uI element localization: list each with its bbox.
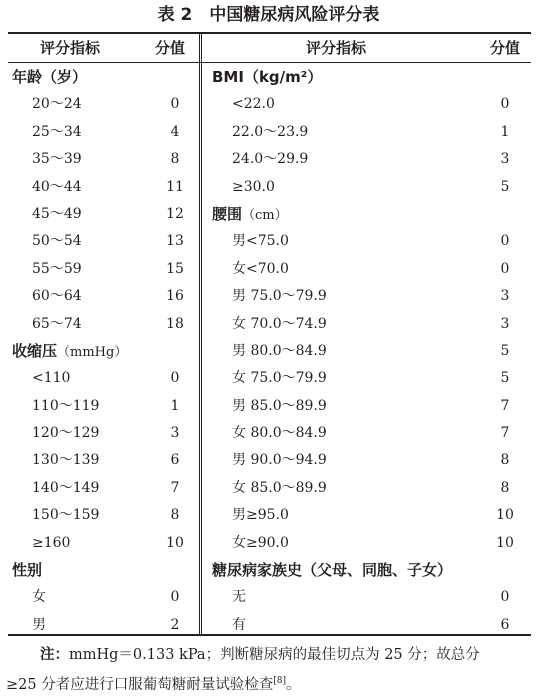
score-value: 3 bbox=[170, 425, 180, 442]
score-value: 15 bbox=[166, 260, 184, 277]
left-indicator-header: 评分指标 bbox=[40, 39, 101, 57]
indicator-label bbox=[32, 311, 82, 338]
label-text: <110 bbox=[32, 370, 71, 387]
indicator-label bbox=[32, 91, 82, 118]
score-value: 8 bbox=[500, 452, 510, 469]
indicator-label bbox=[32, 119, 82, 146]
score-value: 0 bbox=[170, 370, 180, 387]
indicator-label bbox=[232, 365, 327, 392]
label-text: 150～159 bbox=[32, 507, 100, 524]
score-value: 0 bbox=[170, 96, 180, 113]
score-value: 3 bbox=[500, 315, 510, 332]
indicator-label bbox=[32, 365, 70, 392]
left-score-header: 分值 bbox=[155, 39, 186, 57]
score-value: 1 bbox=[500, 123, 510, 140]
label-text: 女 85.0～89.9 bbox=[232, 479, 327, 496]
indicator-label bbox=[32, 146, 82, 173]
indicator-label bbox=[32, 393, 99, 420]
label-text: 45～49 bbox=[32, 205, 82, 222]
label-text: ≥160 bbox=[32, 534, 71, 551]
label-text: ≥30.0 bbox=[232, 178, 275, 195]
score-value: 3 bbox=[500, 151, 510, 168]
score-value: 16 bbox=[166, 288, 184, 305]
label-text: 男 85.0～89.9 bbox=[232, 397, 327, 414]
label-text: 男 80.0～84.9 bbox=[232, 342, 327, 359]
indicator-label bbox=[32, 256, 82, 283]
indicator-label bbox=[232, 146, 308, 173]
table-title: 表 2 中国糖尿病风险评分表 bbox=[157, 5, 380, 25]
label-text: 女≥90.0 bbox=[232, 534, 289, 551]
label-text: 男 90.0～94.9 bbox=[232, 452, 327, 469]
score-value: 12 bbox=[166, 205, 184, 222]
indicator-label bbox=[232, 420, 327, 447]
indicator-label bbox=[232, 283, 327, 310]
indicator-label bbox=[32, 502, 99, 529]
score-value: 0 bbox=[500, 233, 510, 250]
label-text: 55～59 bbox=[32, 260, 82, 277]
score-value: 3 bbox=[500, 288, 510, 305]
score-value: 10 bbox=[496, 534, 514, 551]
label-text: 糖尿病家族史（父母、同胞、子女） bbox=[212, 561, 453, 580]
indicator-label bbox=[232, 91, 275, 118]
indicator-label bbox=[232, 393, 327, 420]
label-text: 女 80.0～84.9 bbox=[232, 425, 327, 442]
label-text: 20～24 bbox=[32, 96, 82, 113]
section-label bbox=[12, 64, 87, 91]
indicator-label bbox=[32, 612, 46, 639]
label-text: 女 75.0～79.9 bbox=[232, 370, 327, 387]
score-value: 0 bbox=[500, 260, 510, 277]
label-text: 130～139 bbox=[32, 452, 100, 469]
label-text: 60～64 bbox=[32, 288, 82, 305]
label-text: 男 bbox=[32, 616, 46, 633]
indicator-label bbox=[232, 612, 246, 639]
label-text: 女 70.0～74.9 bbox=[232, 315, 327, 332]
indicator-label bbox=[32, 447, 99, 474]
score-value: 5 bbox=[500, 370, 510, 387]
score-value: 8 bbox=[170, 151, 180, 168]
label-text: 腰围 bbox=[212, 204, 243, 223]
note-line1: mmHg＝0.133 kPa；判断糖尿病的最佳切点为 25 分；故总分 bbox=[69, 647, 480, 663]
label-text: 女<70.0 bbox=[232, 260, 289, 277]
score-value: 1 bbox=[170, 397, 180, 414]
score-value: 13 bbox=[166, 233, 184, 250]
indicator-label bbox=[232, 174, 275, 201]
score-value: 18 bbox=[166, 315, 184, 332]
label-text: 有 bbox=[232, 616, 246, 633]
right-indicator-header: 评分指标 bbox=[306, 39, 367, 57]
note-prefix: 注： bbox=[40, 647, 69, 663]
indicator-label bbox=[32, 228, 82, 255]
table-header-rule bbox=[8, 62, 531, 63]
section-label bbox=[212, 201, 288, 229]
label-text: 24.0～29.9 bbox=[232, 151, 309, 168]
label-text: 65～74 bbox=[32, 315, 82, 332]
score-value: 0 bbox=[500, 589, 510, 606]
score-value: 8 bbox=[170, 507, 180, 524]
label-text: 140～149 bbox=[32, 479, 100, 496]
indicator-label bbox=[32, 530, 70, 557]
label-text: 男 75.0～79.9 bbox=[232, 288, 327, 305]
label-text: <22.0 bbox=[232, 96, 275, 113]
label-text: 40～44 bbox=[32, 178, 82, 195]
score-value: 7 bbox=[170, 479, 180, 496]
label-text: 男<75.0 bbox=[232, 233, 289, 250]
score-value: 6 bbox=[500, 616, 510, 633]
label-text: 120～129 bbox=[32, 425, 100, 442]
score-value: 11 bbox=[166, 178, 184, 195]
indicator-label bbox=[232, 475, 327, 502]
note-citation: [8] bbox=[273, 676, 286, 686]
score-value: 6 bbox=[170, 452, 180, 469]
note-end: 。 bbox=[285, 677, 301, 693]
section-label bbox=[212, 557, 452, 584]
indicator-label bbox=[232, 228, 289, 255]
score-value: 7 bbox=[500, 425, 510, 442]
score-value: 10 bbox=[496, 507, 514, 524]
indicator-label bbox=[32, 475, 99, 502]
label-text: 女 bbox=[32, 589, 46, 606]
score-value: 4 bbox=[170, 123, 180, 140]
section-label bbox=[12, 338, 127, 366]
right-score-header: 分值 bbox=[490, 39, 521, 57]
label-text: 22.0～23.9 bbox=[232, 123, 309, 140]
label-text: 110～119 bbox=[32, 397, 100, 414]
unit-text: （cm） bbox=[242, 207, 288, 223]
unit-text: （mmHg） bbox=[57, 344, 128, 360]
indicator-label bbox=[232, 584, 246, 611]
label-text: 男≥95.0 bbox=[232, 507, 289, 524]
indicator-label bbox=[232, 338, 327, 365]
section-label bbox=[12, 557, 42, 584]
indicator-label bbox=[32, 174, 82, 201]
section-label bbox=[212, 64, 322, 91]
table-bottom-rule bbox=[8, 634, 531, 636]
label-text: BMI（kg/m²） bbox=[212, 68, 323, 86]
indicator-label bbox=[232, 119, 308, 146]
indicator-label bbox=[32, 201, 82, 228]
indicator-label bbox=[232, 311, 327, 338]
indicator-label bbox=[32, 283, 82, 310]
score-value: 8 bbox=[500, 479, 510, 496]
score-value: 0 bbox=[170, 589, 180, 606]
indicator-label bbox=[232, 530, 289, 557]
score-value: 2 bbox=[170, 616, 180, 633]
indicator-label bbox=[232, 256, 289, 283]
indicator-label bbox=[32, 584, 46, 611]
label-text: 性别 bbox=[12, 561, 43, 580]
note-line2: ≥25 分者应进行口服葡萄糖耐量试验检查 bbox=[6, 677, 274, 693]
score-value: 7 bbox=[500, 397, 510, 414]
table-top-rule bbox=[8, 32, 531, 34]
score-value: 5 bbox=[500, 342, 510, 359]
score-value: 0 bbox=[500, 96, 510, 113]
label-text: 无 bbox=[232, 589, 246, 606]
label-text: 年龄（岁） bbox=[12, 68, 88, 86]
score-value: 5 bbox=[500, 178, 510, 195]
label-text: 收缩压 bbox=[12, 341, 58, 360]
label-text: 35～39 bbox=[32, 151, 82, 168]
indicator-label bbox=[32, 420, 99, 447]
indicator-label bbox=[232, 502, 289, 529]
score-value: 10 bbox=[166, 534, 184, 551]
label-text: 25～34 bbox=[32, 123, 82, 140]
label-text: 50～54 bbox=[32, 233, 82, 250]
indicator-label bbox=[232, 447, 327, 474]
